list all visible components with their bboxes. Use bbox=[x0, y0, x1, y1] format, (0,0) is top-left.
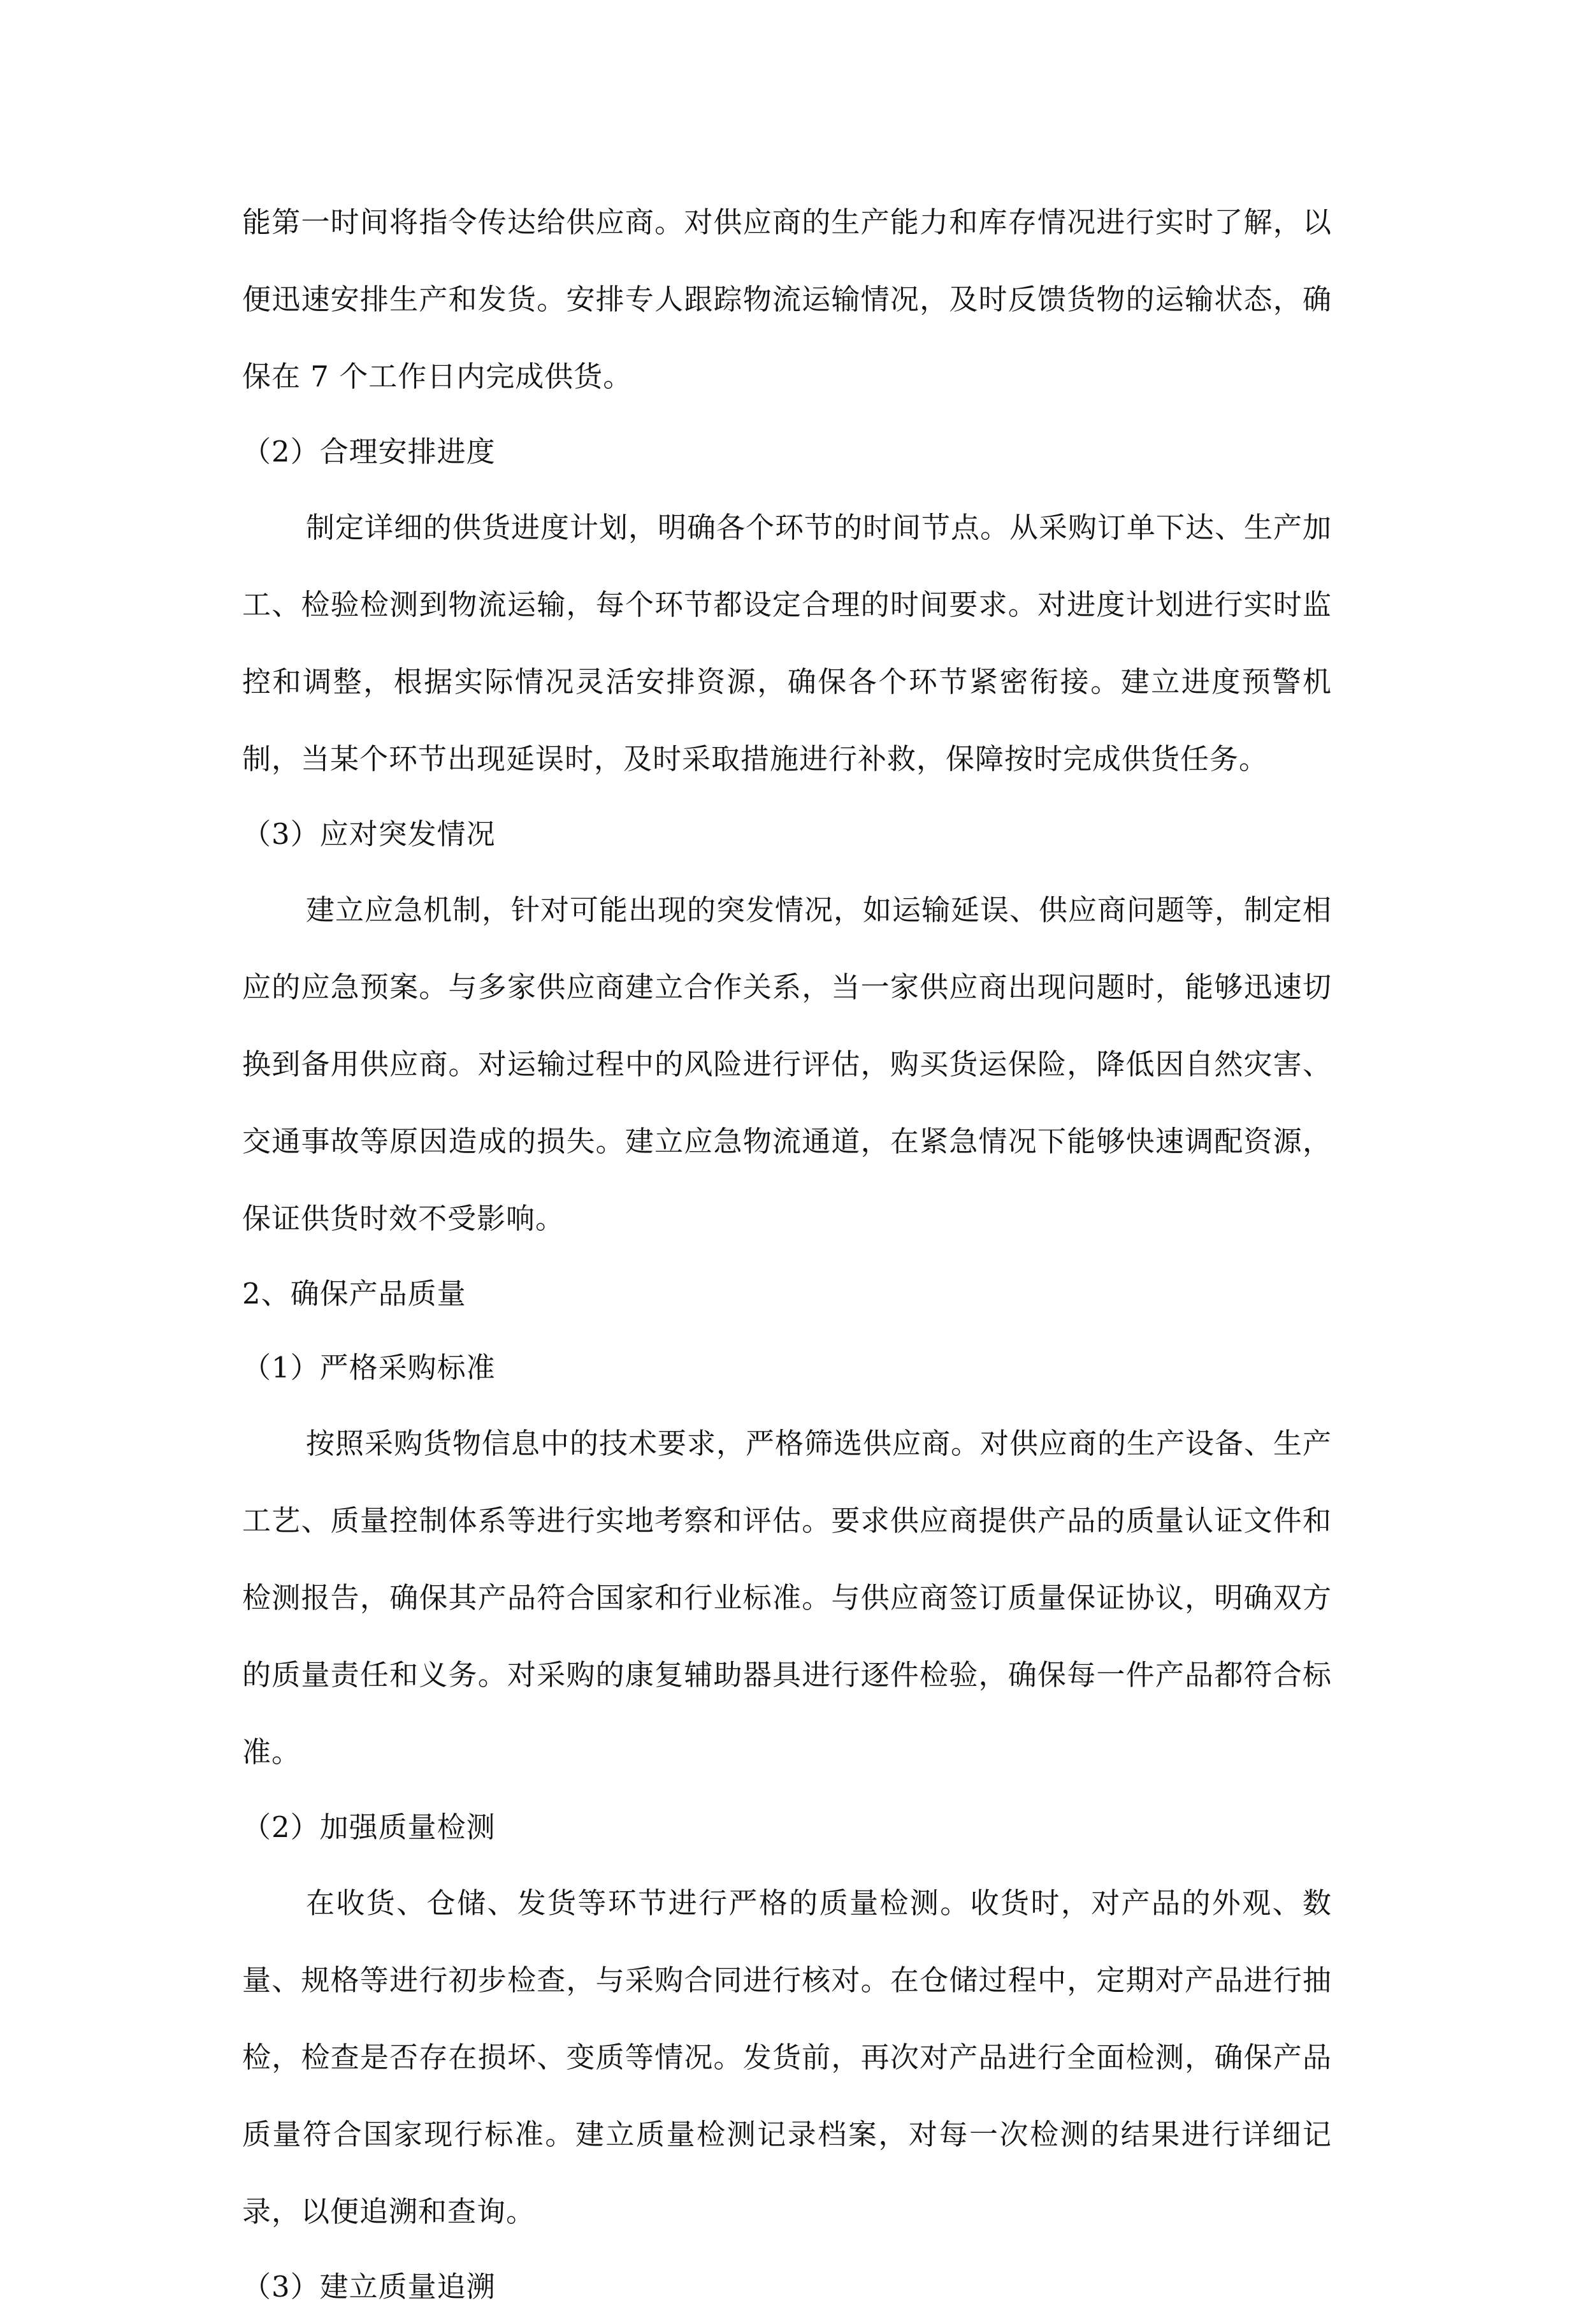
paragraph-quality-inspection: 在收货、仓储、发货等环节进行严格的质量检测。收货时，对产品的外观、数量、规格等进行初步检查，与采购合同进行核对。在仓储过程中，定期对产品进行抽检，检查是否存在损坏、变质等情况。发货前，再次对产品进行全面检测，确保产品质量符合国家现行标准。建立质量检测记录档案，对每一次检测的结果进行详细记录，以便追溯和查询。 bbox=[242, 1886, 1332, 2228]
paragraph-procurement-standard: 按照采购货物信息中的技术要求，严格筛选供应商。对供应商的生产设备、生产工艺、质量控制体系等进行实地考察和评估。要求供应商提供产品的质量认证文件和检测报告，确保其产品符合国家和行业标准。与供应商签订质量保证协议，明确双方的质量责任和义务。对采购的康复辅助器具进行逐件检验，确保每一件产品都符合标准。 bbox=[242, 1427, 1332, 1769]
subheading-quality-traceability: （3）建立质量追溯 bbox=[242, 2270, 496, 2304]
document-body bbox=[242, 184, 1332, 2324]
subheading-emergency-response: （3）应对突发情况 bbox=[242, 817, 496, 851]
subheading-procurement-standard: （1）严格采购标准 bbox=[242, 1351, 496, 1384]
subheading-quality-inspection: （2）加强质量检测 bbox=[242, 1810, 496, 1844]
subheading-schedule-progress: （2）合理安排进度 bbox=[242, 435, 496, 468]
paragraph-schedule-progress: 制定详细的供货进度计划，明确各个环节的时间节点。从采购订单下达、生产加工、检验检测到物流运输，每个环节都设定合理的时间要求。对进度计划进行实时监控和调整，根据实际情况灵活安排资源，确保各个环节紧密衔接。建立进度预警机制，当某个环节出现延误时，及时采取措施进行补救，保障按时完成供货任务。 bbox=[242, 511, 1332, 776]
section-heading-product-quality: 2、确保产品质量 bbox=[242, 1277, 466, 1311]
paragraph-supply-response: 能第一时间将指令传达给供应商。对供应商的生产能力和库存情况进行实时了解，以便迅速安排生产和发货。安排专人跟踪物流运输情况，及时反馈货物的运输状态，确保在 7 个工作日内完成供货。 bbox=[242, 205, 1332, 393]
paragraph-emergency-response: 建立应急机制，针对可能出现的突发情况，如运输延误、供应商问题等，制定相应的应急预案。与多家供应商建立合作关系，当一家供应商出现问题时，能够迅速切换到备用供应商。对运输过程中的风险进行评估，购买货运保险，降低因自然灾害、交通事故等原因造成的损失。建立应急物流通道，在紧急情况下能够快速调配资源，保证供货时效不受影响。 bbox=[242, 893, 1332, 1235]
